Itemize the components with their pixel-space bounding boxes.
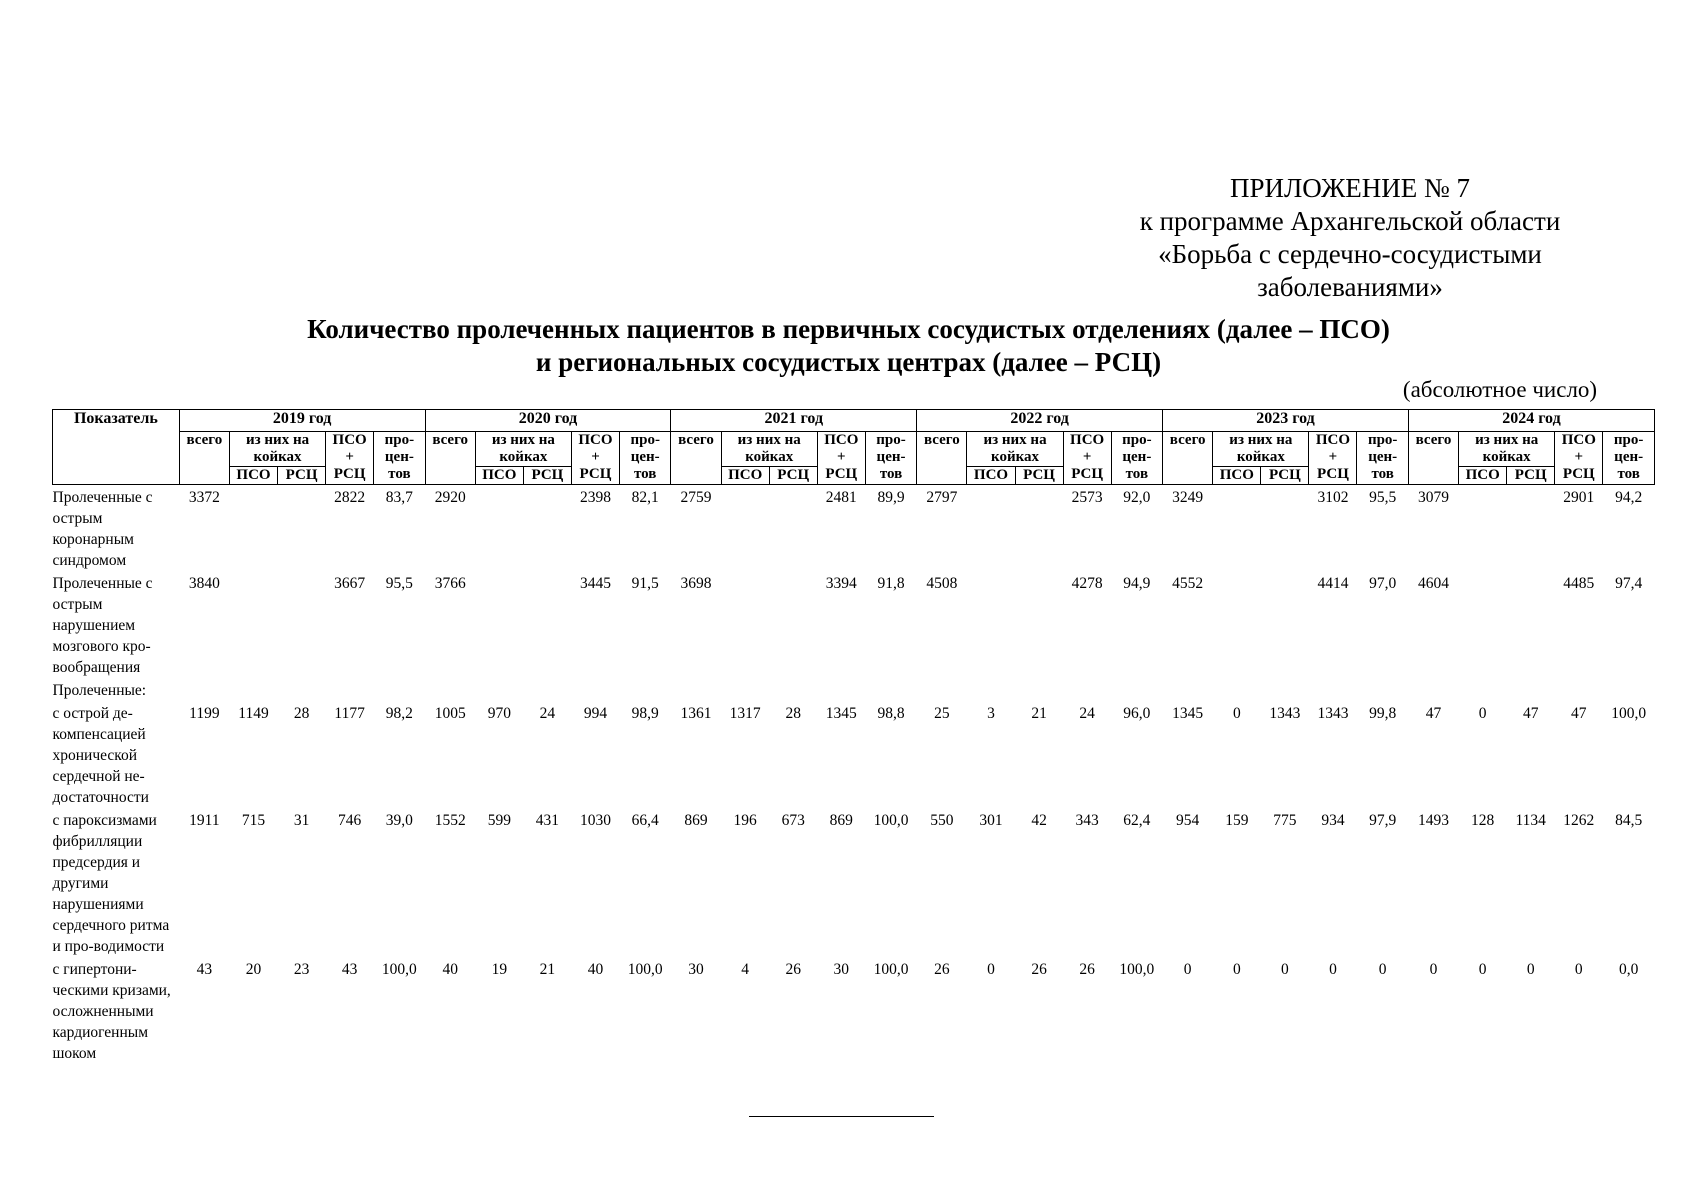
of-them-on-beds-header — [229, 432, 325, 467]
value-cell: 1030 — [579, 812, 611, 829]
percent-line-2: цен- — [1614, 449, 1644, 465]
document-title-line-2: и региональных сосудистых центрах (далее – РСЦ) — [535, 347, 1162, 377]
value-cell: 970 — [487, 705, 511, 722]
percent-line-3: тов — [633, 466, 657, 482]
value-cell — [1507, 571, 1555, 678]
of-them-on-beds-line-2: койках — [499, 449, 548, 465]
value-cell: 2920 — [434, 489, 466, 506]
value-cell — [523, 485, 571, 572]
appendix-program: к программе Архангельской области — [1139, 206, 1561, 236]
value-cell: 3249 — [1172, 489, 1204, 506]
value-cell — [326, 678, 374, 701]
value-cell: 4414 — [1317, 575, 1349, 592]
value-cell: 40 — [442, 961, 458, 978]
value-cell: 21 — [1031, 705, 1047, 722]
value-cell — [1408, 678, 1458, 701]
of-them-on-beds-line-1: из них на — [1475, 432, 1539, 448]
value-cell — [967, 571, 1015, 678]
pso-plus-rsc-line-3: РСЦ — [1317, 466, 1349, 482]
value-cell: 0 — [1526, 961, 1535, 978]
value-cell: 47 — [1425, 705, 1442, 722]
value-cell: 1149 — [238, 705, 269, 722]
value-cell — [967, 485, 1015, 572]
value-cell: 3840 — [188, 575, 220, 592]
value-cell: 40 — [587, 961, 604, 978]
percent-header — [1357, 432, 1408, 485]
value-cell: 30 — [833, 961, 850, 978]
value-cell: 66,4 — [631, 812, 659, 829]
row-label: Пролеченные с острым коронарным синдромом — [52, 489, 153, 569]
value-cell: 43 — [196, 961, 213, 978]
value-cell: 1005 — [434, 705, 466, 722]
total-column-header: всего — [1408, 432, 1458, 485]
value-cell — [1015, 678, 1063, 701]
value-cell: 673 — [781, 812, 805, 829]
value-cell: 1262 — [1563, 812, 1595, 829]
value-cell — [425, 678, 475, 701]
value-cell — [1063, 678, 1111, 701]
pso-plus-rsc-line-2: + — [837, 449, 846, 465]
value-cell: 196 — [733, 812, 757, 829]
value-cell: 98,2 — [385, 705, 413, 722]
value-cell: 92,0 — [1123, 489, 1151, 506]
value-cell: 159 — [1225, 812, 1249, 829]
value-cell — [1555, 678, 1603, 701]
value-cell — [374, 678, 425, 701]
value-cell: 550 — [930, 812, 954, 829]
value-cell: 43 — [341, 961, 358, 978]
value-cell: 746 — [338, 812, 362, 829]
pso-plus-rsc-line-2: + — [591, 449, 600, 465]
total-column-header: всего — [671, 432, 721, 485]
pso-plus-rsc-line-3: РСЦ — [1562, 466, 1595, 482]
value-cell: 3667 — [334, 575, 366, 592]
pso-plus-rsc-line-1: ПСО — [578, 432, 613, 448]
value-cell: 97,4 — [1615, 575, 1643, 592]
year-header: 2019 год — [179, 410, 425, 432]
pso-plus-rsc-line-3: РСЦ — [579, 466, 612, 482]
value-cell: 26 — [1079, 961, 1095, 978]
value-cell: 4508 — [926, 575, 958, 592]
value-cell — [1309, 678, 1357, 701]
row-label: с гипертони-ческими кризами, осложненными кардиогенным шоком — [52, 961, 171, 1062]
value-cell: 30 — [688, 961, 704, 978]
rsc-header: РСЦ — [523, 467, 571, 485]
value-cell: 0 — [1429, 961, 1438, 978]
percent-line-1: про- — [630, 432, 660, 448]
percent-line-1: про- — [876, 432, 906, 448]
percent-line-1: про- — [1122, 432, 1152, 448]
pso-plus-rsc-line-2: + — [1574, 449, 1584, 465]
value-cell: 1552 — [434, 812, 466, 829]
percent-line-1: про- — [1367, 432, 1398, 448]
units-note: (абсолютное число) — [1402, 377, 1598, 402]
value-cell: 431 — [535, 812, 560, 829]
value-cell — [671, 678, 721, 701]
percent-line-2: цен- — [630, 449, 660, 465]
value-cell: 26 — [934, 961, 950, 978]
value-cell: 21 — [539, 961, 556, 978]
pso-plus-rsc-line-3: РСЦ — [825, 466, 858, 482]
value-cell: 98,8 — [877, 705, 905, 722]
value-cell: 3394 — [825, 575, 857, 592]
of-them-on-beds-line-1: из них на — [1229, 432, 1293, 448]
value-cell: 47 — [1522, 705, 1539, 722]
value-cell — [769, 571, 817, 678]
value-cell: 0 — [987, 961, 995, 978]
pso-header: ПСО — [1459, 467, 1507, 485]
indicator-header: Показатель — [53, 410, 180, 485]
value-cell — [229, 678, 277, 701]
value-cell: 3698 — [680, 575, 712, 592]
value-cell: 2398 — [579, 489, 611, 506]
total-column-header: всего — [917, 432, 967, 485]
table-row — [53, 701, 1655, 808]
value-cell — [1459, 571, 1507, 678]
value-cell: 2901 — [1563, 489, 1595, 506]
value-cell — [769, 485, 817, 572]
value-cell: 98,9 — [631, 705, 659, 722]
pso-plus-rsc-header — [1063, 432, 1111, 485]
value-cell — [475, 571, 523, 678]
value-cell: 91,5 — [631, 575, 659, 592]
value-cell: 42 — [1031, 812, 1047, 829]
rsc-header: РСЦ — [278, 467, 326, 485]
value-cell — [1261, 485, 1309, 572]
value-cell: 2759 — [680, 489, 712, 506]
pso-plus-rsc-header — [1555, 432, 1603, 485]
value-cell: 0,0 — [1618, 961, 1639, 978]
document-title — [0, 313, 1697, 379]
percent-line-2: цен- — [1368, 449, 1398, 465]
patients-table — [52, 409, 1655, 1064]
value-cell: 954 — [1176, 812, 1200, 829]
value-cell: 0 — [1478, 961, 1487, 978]
percent-line-3: тов — [1125, 466, 1149, 482]
value-cell: 39,0 — [385, 812, 413, 829]
value-cell: 1345 — [825, 705, 857, 722]
value-cell: 0 — [1478, 705, 1487, 722]
value-cell: 100,0 — [873, 961, 909, 978]
value-cell — [1213, 485, 1261, 572]
percent-header — [865, 432, 916, 485]
value-cell: 0 — [1329, 961, 1337, 978]
value-cell: 0 — [1232, 705, 1241, 722]
value-cell: 994 — [583, 705, 608, 722]
value-cell — [1357, 678, 1408, 701]
value-cell: 1493 — [1418, 812, 1449, 829]
value-cell: 1345 — [1172, 705, 1204, 722]
row-label: с острой де-компенсацией хронической сердечной не-достаточности — [52, 705, 149, 806]
pso-plus-rsc-line-3: РСЦ — [333, 466, 366, 482]
percent-line-3: тов — [1617, 466, 1640, 482]
value-cell: 2481 — [825, 489, 857, 506]
value-cell: 3 — [987, 705, 995, 722]
value-cell — [769, 678, 817, 701]
of-them-on-beds-line-2: койках — [1482, 449, 1531, 465]
of-them-on-beds-header — [721, 432, 817, 467]
value-cell: 82,1 — [631, 489, 659, 506]
value-cell: 83,7 — [385, 489, 413, 506]
pso-plus-rsc-line-3: РСЦ — [1071, 466, 1104, 482]
value-cell: 128 — [1471, 812, 1495, 829]
value-cell — [1213, 571, 1261, 678]
pso-plus-rsc-line-2: + — [345, 449, 354, 465]
value-cell: 1343 — [1269, 705, 1301, 722]
value-cell — [1603, 678, 1655, 701]
value-cell: 95,5 — [1369, 489, 1397, 506]
table-row — [53, 485, 1655, 572]
value-cell — [721, 678, 769, 701]
value-cell — [967, 678, 1015, 701]
value-cell — [817, 678, 865, 701]
value-cell: 869 — [829, 812, 853, 829]
value-cell — [523, 678, 571, 701]
value-cell: 3079 — [1418, 489, 1449, 506]
rsc-header: РСЦ — [769, 467, 817, 485]
of-them-on-beds-line-2: койках — [991, 449, 1040, 465]
table-row — [53, 957, 1655, 1064]
percent-line-2: цен- — [1122, 449, 1152, 465]
value-cell: 97,0 — [1369, 575, 1397, 592]
of-them-on-beds-line-1: из них на — [245, 432, 310, 448]
value-cell: 715 — [241, 812, 266, 829]
value-cell — [229, 571, 277, 678]
value-cell: 301 — [979, 812, 1003, 829]
value-cell — [865, 678, 916, 701]
pso-header: ПСО — [721, 467, 769, 485]
value-cell: 4278 — [1071, 575, 1103, 592]
pso-plus-rsc-line-2: + — [1082, 449, 1092, 465]
year-header: 2024 год — [1408, 410, 1654, 432]
value-cell — [1015, 571, 1063, 678]
value-cell: 3766 — [434, 575, 466, 592]
of-them-on-beds-header — [1459, 432, 1555, 467]
value-cell: 869 — [684, 812, 708, 829]
pso-plus-rsc-line-1: ПСО — [1070, 432, 1105, 448]
value-cell: 100,0 — [1611, 705, 1647, 722]
appendix-number: ПРИЛОЖЕНИЕ № 7 — [1229, 173, 1471, 203]
value-cell — [278, 571, 326, 678]
value-cell — [1459, 678, 1507, 701]
percent-line-1: про- — [384, 432, 415, 448]
value-cell — [229, 485, 277, 572]
percent-header — [374, 432, 425, 485]
value-cell: 4485 — [1563, 575, 1595, 592]
value-cell — [721, 485, 769, 572]
pso-plus-rsc-header — [817, 432, 865, 485]
of-them-on-beds-header — [475, 432, 571, 467]
row-label: с пароксизмами фибрилляции предсердия и другими нарушениями сердечного ритма и про-водимости — [52, 812, 170, 955]
value-cell: 1343 — [1317, 705, 1349, 722]
value-cell: 26 — [1031, 961, 1047, 978]
pso-header: ПСО — [1213, 467, 1261, 485]
of-them-on-beds-line-2: койках — [253, 449, 302, 465]
value-cell: 100,0 — [627, 961, 663, 978]
value-cell: 94,2 — [1615, 489, 1643, 506]
rsc-header: РСЦ — [1507, 467, 1555, 485]
value-cell: 4 — [741, 961, 750, 978]
value-cell — [1015, 485, 1063, 572]
value-cell: 2797 — [926, 489, 958, 506]
of-them-on-beds-line-2: койках — [1236, 449, 1285, 465]
document-title-line-1: Количество пролеченных пациентов в первичных сосудистых отделениях (далее – ПСО) — [307, 314, 1390, 344]
value-cell — [1163, 678, 1213, 701]
appendix-program-title-end: заболеваниями» — [1257, 272, 1443, 302]
pso-plus-rsc-line-1: ПСО — [824, 432, 859, 448]
value-cell — [620, 678, 671, 701]
value-cell: 28 — [785, 705, 801, 722]
table-row — [53, 571, 1655, 678]
pso-plus-rsc-header — [1309, 432, 1357, 485]
total-column-header: всего — [179, 432, 229, 485]
value-cell: 3102 — [1317, 489, 1349, 506]
pso-plus-rsc-line-1: ПСО — [1561, 432, 1596, 448]
table-row — [53, 808, 1655, 957]
footer-rule — [749, 1116, 934, 1117]
value-cell: 775 — [1273, 812, 1297, 829]
of-them-on-beds-line-1: из них на — [491, 432, 555, 448]
value-cell: 19 — [491, 961, 508, 978]
of-them-on-beds-line-2: койках — [745, 449, 794, 465]
value-cell: 3372 — [188, 489, 220, 506]
percent-line-3: тов — [1371, 466, 1394, 482]
pso-plus-rsc-header — [571, 432, 619, 485]
table-row — [53, 678, 1655, 701]
of-them-on-beds-header — [1213, 432, 1309, 467]
value-cell: 24 — [539, 705, 556, 722]
year-header: 2020 год — [425, 410, 671, 432]
percent-line-2: цен- — [876, 449, 906, 465]
of-them-on-beds-line-1: из них на — [737, 432, 801, 448]
value-cell — [1111, 678, 1162, 701]
pso-header: ПСО — [229, 467, 277, 485]
appendix-program-title: «Борьба с сердечно-сосудистыми — [1158, 239, 1542, 269]
value-cell: 1361 — [680, 705, 712, 722]
value-cell: 100,0 — [1119, 961, 1155, 978]
percent-header — [1603, 432, 1655, 485]
value-cell: 343 — [1075, 812, 1099, 829]
value-cell — [278, 678, 326, 701]
of-them-on-beds-line-1: из них на — [983, 432, 1047, 448]
value-cell — [917, 678, 967, 701]
value-cell: 47 — [1571, 705, 1587, 722]
percent-header — [620, 432, 671, 485]
value-cell — [721, 571, 769, 678]
value-cell: 0 — [1232, 961, 1241, 978]
value-cell — [1261, 571, 1309, 678]
value-cell: 599 — [487, 812, 511, 829]
value-cell — [1507, 678, 1555, 701]
value-cell: 4552 — [1172, 575, 1204, 592]
total-column-header: всего — [425, 432, 475, 485]
value-cell: 62,4 — [1123, 812, 1151, 829]
rsc-header: РСЦ — [1015, 467, 1063, 485]
value-cell: 97,9 — [1369, 812, 1397, 829]
value-cell: 1199 — [189, 705, 220, 722]
value-cell: 1134 — [1515, 812, 1546, 829]
value-cell — [571, 678, 619, 701]
percent-line-2: цен- — [384, 449, 414, 465]
value-cell — [475, 485, 523, 572]
value-cell: 99,8 — [1369, 705, 1397, 722]
value-cell: 20 — [245, 961, 262, 978]
value-cell: 31 — [293, 812, 310, 829]
pso-plus-rsc-line-1: ПСО — [1315, 432, 1351, 448]
value-cell: 89,9 — [877, 489, 905, 506]
value-cell — [179, 678, 229, 701]
value-cell: 28 — [293, 705, 310, 722]
value-cell: 25 — [934, 705, 950, 722]
percent-line-3: тов — [879, 466, 903, 482]
value-cell — [1213, 678, 1261, 701]
value-cell: 0 — [1574, 961, 1583, 978]
year-header: 2021 год — [671, 410, 917, 432]
value-cell: 2822 — [334, 489, 366, 506]
value-cell: 100,0 — [873, 812, 909, 829]
value-cell — [475, 678, 523, 701]
value-cell: 23 — [293, 961, 310, 978]
value-cell: 96,0 — [1123, 705, 1151, 722]
value-cell — [278, 485, 326, 572]
total-column-header: всего — [1163, 432, 1213, 485]
pso-header: ПСО — [967, 467, 1015, 485]
percent-line-1: про- — [1613, 432, 1644, 448]
year-header: 2023 год — [1163, 410, 1409, 432]
value-cell: 94,9 — [1123, 575, 1151, 592]
value-cell: 0 — [1281, 961, 1289, 978]
value-cell: 3445 — [579, 575, 611, 592]
value-cell — [523, 571, 571, 678]
pso-header: ПСО — [475, 467, 523, 485]
value-cell — [1507, 485, 1555, 572]
value-cell — [1459, 485, 1507, 572]
value-cell: 26 — [785, 961, 801, 978]
value-cell — [1261, 678, 1309, 701]
value-cell: 100,0 — [381, 961, 417, 978]
year-header: 2022 год — [917, 410, 1163, 432]
percent-line-3: тов — [388, 466, 411, 482]
percent-header — [1111, 432, 1162, 485]
value-cell: 2573 — [1071, 489, 1103, 506]
pso-plus-rsc-header — [326, 432, 374, 485]
row-label: Пролеченные: — [52, 682, 147, 699]
pso-plus-rsc-line-1: ПСО — [332, 432, 367, 448]
value-cell: 1317 — [729, 705, 761, 722]
value-cell: 934 — [1321, 812, 1345, 829]
appendix-header — [1090, 172, 1610, 304]
rsc-header: РСЦ — [1261, 467, 1309, 485]
row-label: Пролеченные с острым нарушением мозгового кро-вообращения — [52, 575, 153, 676]
value-cell: 24 — [1079, 705, 1095, 722]
value-cell: 0 — [1183, 961, 1192, 978]
of-them-on-beds-header — [967, 432, 1063, 467]
value-cell: 84,5 — [1615, 812, 1643, 829]
value-cell: 1911 — [189, 812, 220, 829]
value-cell: 91,8 — [877, 575, 905, 592]
value-cell: 1177 — [334, 705, 365, 722]
value-cell: 95,5 — [385, 575, 413, 592]
value-cell: 0 — [1378, 961, 1387, 978]
pso-plus-rsc-line-2: + — [1328, 449, 1338, 465]
value-cell: 4604 — [1418, 575, 1449, 592]
